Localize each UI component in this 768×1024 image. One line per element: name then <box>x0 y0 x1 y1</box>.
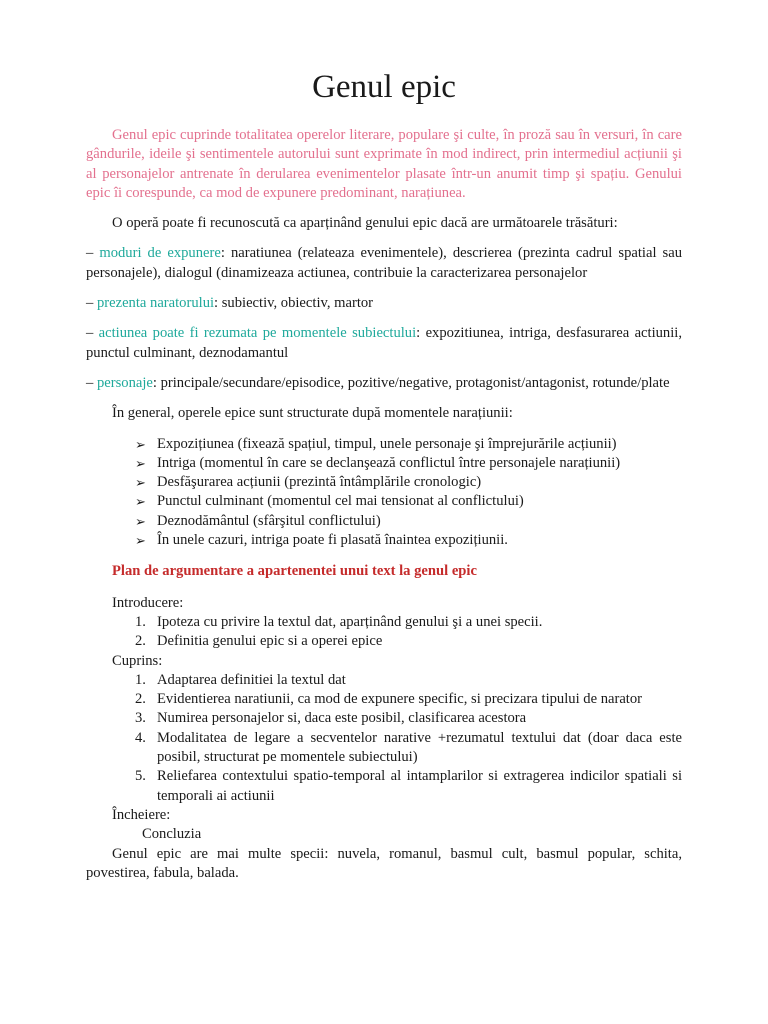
cuprins-list <box>86 671 682 806</box>
item-text: Evidentierea naratiunii, ca mod de expunere specific, si precizara tipului de narator <box>157 691 643 708</box>
page-title: Genul epic <box>312 69 456 105</box>
trait-dash: – <box>86 245 100 262</box>
trait-item <box>86 324 682 363</box>
moment-text: Expozițiunea (fixează spațiul, timpul, unele personaje şi împrejurările acțiunii) <box>157 435 617 452</box>
recognition-paragraph: O operă poate fi recunoscută ca aparținând genului epic dacă are următoarele trăsături: <box>112 215 618 232</box>
moment-text: Intriga (momentul în care se declanşează conflictul între personajele narațiunii) <box>157 454 621 471</box>
trait-text: : subiectiv, obiectiv, martor <box>214 295 374 312</box>
list-item <box>135 767 682 806</box>
intro-paragraph: Genul epic cuprinde totalitatea operelor literare, populare şi culte, în proză sau în versuri, în care gândurile, ideile şi sentimentele autorului sunt exprimate în mod indirect, prin intermediul acțiunii şi al personajelor antrenate în derularea evenimentelor plasate într-un anumit timp şi spațiu. Genului epic îi corespunde, ca mod de expunere predominant, narațiunea. <box>86 127 682 201</box>
arrow-bullet-icon: ➢ <box>135 436 146 452</box>
trait-dash: – <box>86 325 99 342</box>
trait-key: moduri de expunere <box>99 245 221 262</box>
item-text: Ipoteza cu privire la textul dat, aparținând genului şi a unei specii. <box>157 613 543 630</box>
trait-item <box>86 244 682 283</box>
item-number: 3. <box>135 710 146 727</box>
trait-text: : expozitiunea, intriga, desfasurarea actiunii, punctul culminant, deznodamantul <box>86 325 682 361</box>
structure-intro: În general, operele epice sunt structurate după momentele narațiunii: <box>112 405 513 422</box>
item-text: Adaptarea definitiei la textul dat <box>157 671 346 688</box>
moment-text: Punctul culminant (momentul cel mai tensionat al conflictului) <box>157 493 524 510</box>
arrow-bullet-icon: ➢ <box>135 494 146 510</box>
concluzia-text: Concluzia <box>142 826 202 843</box>
list-item <box>135 709 682 728</box>
moments-list <box>86 435 682 551</box>
list-item <box>135 632 682 651</box>
trait-dash: – <box>86 374 97 391</box>
trait-text: : naratiunea (relateaza evenimentele), descrierea (prezinta cadrul spatial sau personajele), dialogul (dinamizeaza actiunea, contribuie la caracterizarea personajelor <box>86 245 682 281</box>
incheiere-label: Încheiere: <box>112 806 171 823</box>
introducere-label: Introducere: <box>112 594 184 611</box>
item-number: 5. <box>135 768 146 785</box>
moment-item <box>135 531 682 550</box>
list-item <box>135 613 682 632</box>
moment-item <box>135 454 682 473</box>
item-number: 4. <box>135 729 146 746</box>
item-text: Definitia genului epic si a operei epice <box>157 633 383 650</box>
item-number: 2. <box>135 633 146 650</box>
trait-dash: – <box>86 295 97 312</box>
final-paragraph: Genul epic are mai multe specii: nuvela, romanul, basmul cult, basmul popular, schita, povestirea, fabula, balada. <box>86 845 682 881</box>
moment-item <box>135 492 682 511</box>
item-number: 1. <box>135 671 146 688</box>
item-text: Numirea personajelor si, daca este posibil, clasificarea acestora <box>157 710 527 727</box>
plan-heading: Plan de argumentare a apartenentei unui text la genul epic <box>112 563 477 580</box>
item-text: Modalitatea de legare a secventelor narative +rezumatul textului dat (doar daca este posibil, structurat pe momentele subiectului) <box>157 729 682 766</box>
trait-key: actiunea poate fi rezumata pe momentele subiectului <box>98 325 417 342</box>
moment-item <box>135 435 682 454</box>
arrow-bullet-icon: ➢ <box>135 533 146 549</box>
moment-item <box>135 473 682 492</box>
arrow-bullet-icon: ➢ <box>135 513 146 529</box>
item-text: Reliefarea contextului spatio-temporal al intamplarilor si extragerea indicilor spatiali si temporali ai actiunii <box>157 768 682 804</box>
trait-key: prezenta naratorului <box>96 295 215 312</box>
list-item <box>135 690 682 709</box>
trait-key: personaje <box>96 374 153 391</box>
moment-text: Desfăşurarea acțiunii (prezintă întâmplările cronologic) <box>157 474 482 491</box>
arrow-bullet-icon: ➢ <box>135 475 146 491</box>
moment-text: Deznodământul (sfârşitul conflictului) <box>157 512 381 529</box>
trait-item <box>86 374 682 393</box>
trait-text: : principale/secundare/episodice, pozitive/negative, protagonist/antagonist, rotunde/plate <box>152 374 670 391</box>
item-number: 2. <box>135 691 146 708</box>
list-item <box>135 729 682 768</box>
moment-text: În unele cazuri, intriga poate fi plasată înaintea expozițiunii. <box>157 532 508 549</box>
moment-item <box>135 512 682 531</box>
item-number: 1. <box>135 613 146 630</box>
list-item <box>135 671 682 690</box>
trait-item <box>86 294 682 313</box>
introducere-list <box>86 613 682 652</box>
arrow-bullet-icon: ➢ <box>135 455 146 471</box>
cuprins-label: Cuprins: <box>112 652 163 669</box>
